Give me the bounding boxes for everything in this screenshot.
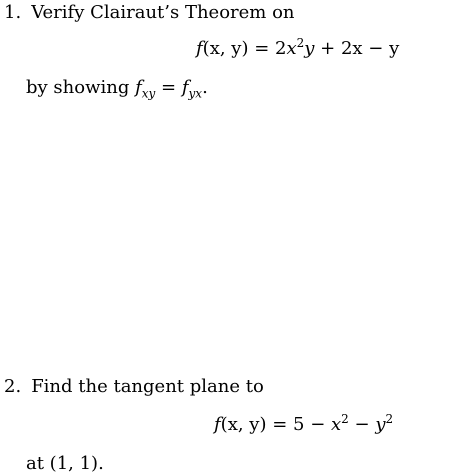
p2-eq-args: (x, y) [220, 414, 267, 435]
p1-tail-eq: = [155, 77, 182, 98]
p1-tail-lhs-f: f [135, 77, 142, 98]
p2-eq-exp1: 2 [341, 412, 349, 426]
p1-tail-end: . [202, 77, 208, 98]
p1-tail-prefix: by showing [26, 77, 136, 98]
problem-1-number: 1. [4, 2, 22, 23]
problem-2-tail [26, 453, 104, 475]
p1-eq-args: (x, y) [202, 38, 249, 59]
p1-eq-f: f [196, 38, 203, 59]
problem-1-tail [26, 77, 208, 99]
p1-tail-lhs-sub: xy [141, 86, 156, 101]
problem-1-heading [4, 2, 295, 24]
p2-eq-f: f [214, 414, 221, 435]
p1-tail-rhs-f: f [181, 77, 189, 98]
p2-eq-const: 5 [293, 414, 305, 435]
p2-eq-var1: x [331, 414, 342, 435]
problem-2-number: 2. [4, 376, 22, 397]
problem-2-heading [4, 376, 264, 398]
problem-2-equation [214, 414, 393, 436]
p1-eq-coef1: 2 [275, 38, 287, 59]
problem-1-heading-text: Verify Clairaut’s Theorem on [31, 2, 295, 23]
p1-eq-rest: + 2x − y [314, 38, 400, 59]
p2-eq-exp2: 2 [385, 412, 394, 426]
p1-eq-equals: = [248, 38, 276, 59]
problem-1-equation [196, 38, 399, 60]
p1-tail-rhs-sub: yx [188, 86, 203, 101]
p1-eq-exp1: 2 [296, 36, 305, 50]
p2-eq-equals: = [266, 414, 294, 435]
p2-eq-minus1: − [304, 414, 331, 435]
p2-eq-var2: y [375, 414, 386, 435]
p1-eq-var1b: y [304, 38, 315, 59]
p2-tail-text: at (1, 1). [26, 453, 104, 474]
p1-eq-var1: x [286, 38, 297, 59]
p2-eq-minus2: − [348, 414, 376, 435]
problem-2-heading-text: Find the tangent plane to [31, 376, 264, 397]
